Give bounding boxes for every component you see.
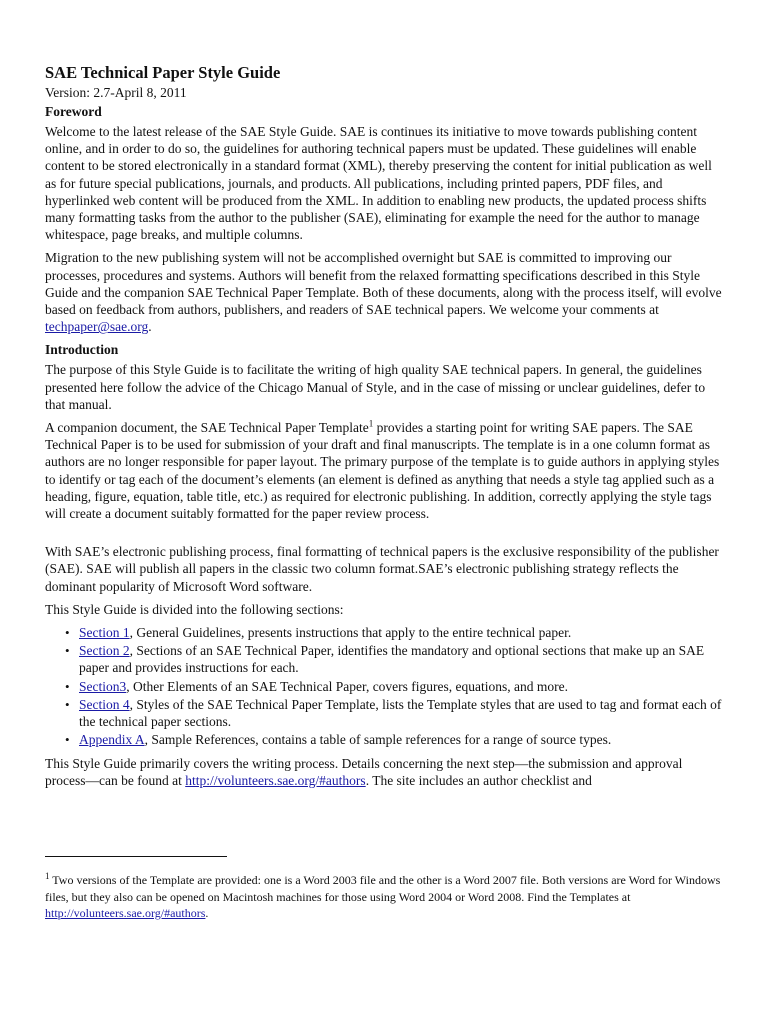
bullet-icon: • (65, 678, 70, 694)
introduction-paragraph-1: The purpose of this Style Guide is to facilitate the writing of high quality SAE technical papers. In general, the guidelines presented here follow the advice of the Chicago Manual of Style, and in the case of missing or unclear guidelines, defer to that manual. (45, 362, 706, 412)
bullet-icon: • (65, 732, 70, 748)
list-item (65, 731, 724, 748)
list-item (65, 624, 724, 641)
list-item (65, 678, 724, 695)
list-item (65, 642, 724, 676)
section-3-link[interactable]: Section3 (79, 678, 127, 694)
list-item-text: , Styles of the SAE Technical Paper Template, lists the Template styles that are used to tag and format each of the technical paper sections. (79, 696, 722, 730)
footnote-authors-link[interactable]: http://volunteers.sae.org/#authors (45, 906, 206, 920)
document-title: SAE Technical Paper Style Guide (45, 63, 281, 82)
section-4-link[interactable]: Section 4 (79, 696, 130, 712)
list-item-text: , General Guidelines, presents instructions that apply to the entire technical paper. (129, 625, 572, 641)
introduction-paragraph-4: This Style Guide is divided into the following sections: (45, 601, 344, 617)
footnote-marker: 1 (45, 871, 50, 881)
introduction-paragraph-5 (45, 755, 724, 789)
bullet-icon: • (65, 625, 70, 641)
list-item-text: , Sections of an SAE Technical Paper, identifies the mandatory and optional sections that make up an SAE paper and provides instructions for each. (79, 643, 705, 676)
introduction-paragraph-3: With SAE’s electronic publishing process, final formatting of technical papers is the exclusive responsibility of the publisher (SAE). SAE will publish all papers in the classic two column format.SAE’s electronic publishing strategy reflects the dominant popularity of Microsoft Word software. (45, 544, 719, 594)
appendix-a-link[interactable]: Appendix A (79, 732, 145, 748)
section-2-link[interactable]: Section 2 (79, 643, 130, 659)
techpaper-email-link[interactable]: techpaper@sae.org (45, 319, 149, 335)
list-item (65, 696, 724, 730)
section-1-link[interactable]: Section 1 (79, 625, 130, 641)
document-version: Version: 2.7-April 8, 2011 (45, 85, 187, 100)
footnote-end: . (205, 906, 209, 920)
foreword-paragraph-2 (45, 249, 724, 335)
footnote-text: Two versions of the Template are provided: one is a Word 2003 file and the other is a Word 2007 file. Both versions are Word for Windows files, but they also can be opened on Macintosh machines for those using Word 2004 or Word 2008. Find the Templates at (45, 873, 721, 904)
footnote (45, 872, 725, 922)
foreword-paragraph-2-text: Migration to the new publishing system will not be accomplished overnight but SAE is committed to improving our processes, procedures and systems. Authors will benefit from the relaxed formatting specifications described in this Style Guide and the companion SAE Technical Paper Template. Both of these documents, along with the process itself, will evolve based on feedback from authors, publishers, and readers of SAE technical papers. We welcome your comments at (45, 250, 722, 318)
list-item-text: , Other Elements of an SAE Technical Paper, covers figures, equations, and more. (126, 678, 569, 694)
introduction-paragraph-2-rest: provides a starting point for writing SAE papers. The SAE Technical Paper is to be used for submission of your draft and final manuscripts. The template is in a one column format as authors are no longer responsible for paper layout. The primary purpose of the template is to guide authors in applying styles to identify or tag each of the document’s elements (an element is defined as anything that needs a style tag applied such as a heading, figure, equation, table title, etc.) as required for electronic publishing. In addition, correctly applying the style tags will create a document suitably formatted for the paper review process. (45, 420, 720, 522)
foreword-paragraph-2-end: . (148, 319, 152, 335)
footnote-divider (45, 856, 227, 857)
introduction-paragraph-5-end: . The site includes an author checklist and (365, 772, 592, 788)
introduction-paragraph-2 (45, 419, 724, 522)
foreword-heading: Foreword (45, 104, 102, 119)
paragraph-spacer (45, 528, 724, 543)
volunteers-authors-link[interactable]: http://volunteers.sae.org/#authors (185, 772, 366, 788)
introduction-paragraph-2-start: A companion document, the SAE Technical Paper Template (45, 420, 369, 436)
list-item-text: , Sample References, contains a table of sample references for a range of source types. (144, 732, 612, 748)
foreword-paragraph-1: Welcome to the latest release of the SAE Style Guide. SAE is continues its initiative to move towards publishing content online, and in order to do so, the guidelines for authoring technical papers must be updated. These guidelines will enable content to be stored electronically in a standard format (XML), thereby preserving the content for initial publication as well as for future special publications, journals, and products. All publications, including printed papers, PDF files, and hyperlinked web content will be produced from the XML. In addition to enabling new products, the updated process shifts many formatting tasks from the author to the publisher (SAE), eliminating for example the need for the author to manage whitespace, page breaks, and multiple columns. (45, 124, 712, 243)
bullet-icon: • (65, 696, 70, 712)
bullet-icon: • (65, 643, 70, 659)
introduction-paragraph-5-text: This Style Guide primarily covers the writing process. Details concerning the next step—the submission and approval process—can be found at (45, 755, 683, 788)
footnote-reference[interactable]: 1 (368, 418, 374, 429)
introduction-heading: Introduction (45, 342, 119, 358)
sections-list (45, 624, 724, 748)
